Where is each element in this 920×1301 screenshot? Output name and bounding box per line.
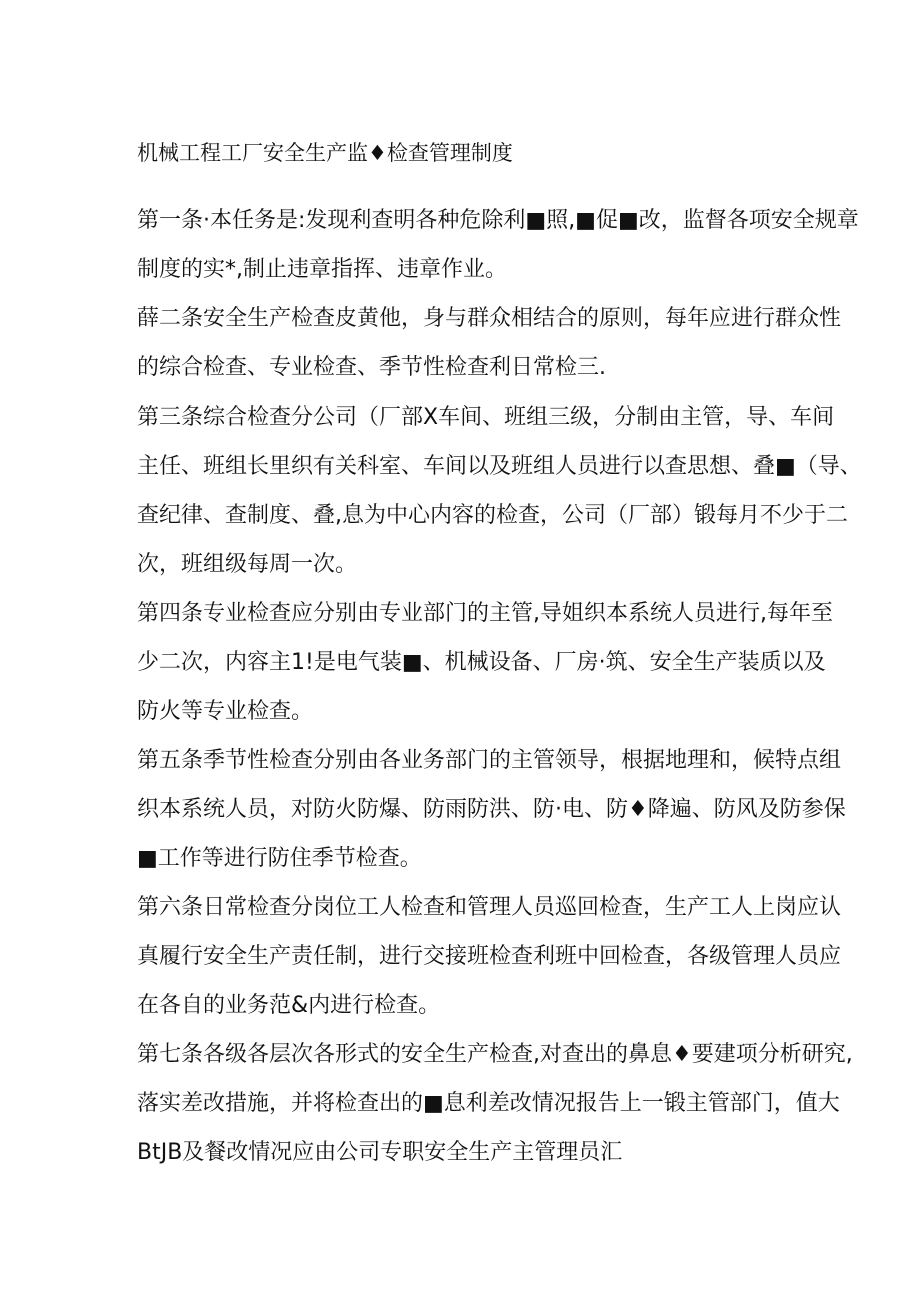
paragraph-5-line-2: 织本系统人员，对防火防爆、防雨防洪、防·电、防♦降遍、防风及防参保 <box>137 797 846 822</box>
paragraph-3-line-1: 第三条综合检查分公司（厂部X车间、班组三级，分制由主管，导、车间 <box>137 405 835 430</box>
paragraph-4-line-2: 少二次，内容主1!是电气装■、机械设备、厂房·筑、安全生产装质以及 <box>137 650 826 675</box>
paragraph-6-line-2: 真履行安全生产责任制，进行交接班检查利班中回检查，各级管理人员应 <box>137 944 842 969</box>
document-title: 机械工程工厂安全生产监♦检查管理制度 <box>137 141 513 165</box>
paragraph-1-line-1: 第一条·本任务是:发现利查明各种危除利■照,■促■改，监督各项安全规章 <box>137 208 859 233</box>
paragraph-5-line-3: ■工作等进行防住季节检查。 <box>137 846 422 871</box>
paragraph-1-line-2: 制度的实*,制止违章指挥、违章作业。 <box>137 257 507 282</box>
paragraph-7-line-3: BtJB及餐改情况应由公司专职安全生产主管理员汇 <box>137 1140 623 1165</box>
paragraph-4-line-3: 防火等专业检查。 <box>137 699 314 724</box>
paragraph-7-line-1: 第七条各级各层次各形式的安全生产检查,对查出的鼻息♦要建项分析研究, <box>137 1042 853 1067</box>
paragraph-6-line-1: 第六条日常检查分岗位工人检查和管理人员巡回检查，生产工人上岗应认 <box>137 895 842 920</box>
paragraph-6-line-3: 在各自的业务范&内进行检查。 <box>137 993 441 1018</box>
paragraph-4-line-1: 第四条专业检查应分别由专业部门的主管,导姐织本系统人员进行,每年至 <box>137 601 833 626</box>
paragraph-2-line-2: 的综合检查、专业检查、季节性检查利日常检三. <box>137 355 606 380</box>
paragraph-2-line-1: 薛二条安全生产检查皮黄他，身与群众相结合的原则，每年应进行群众性 <box>137 306 842 331</box>
paragraph-3-line-2: 主任、班组长里织有关科室、车间以及班组人员进行以查思想、叠■（导、 <box>137 454 862 479</box>
paragraph-3-line-3: 查纪律、查制度、叠,息为中心内容的检查，公司（厂部）锻每月不少于二 <box>137 503 848 528</box>
paragraph-3-line-4: 次，班组级每周一次。 <box>137 552 358 577</box>
paragraph-7-line-2: 落实差改措施，并将检查出的■息利差改情况报告上一锻主管部门，值大 <box>137 1091 840 1116</box>
paragraph-5-line-1: 第五条季节性检查分别由各业务部门的主管领导，根据地理和，候特点组 <box>137 748 842 773</box>
